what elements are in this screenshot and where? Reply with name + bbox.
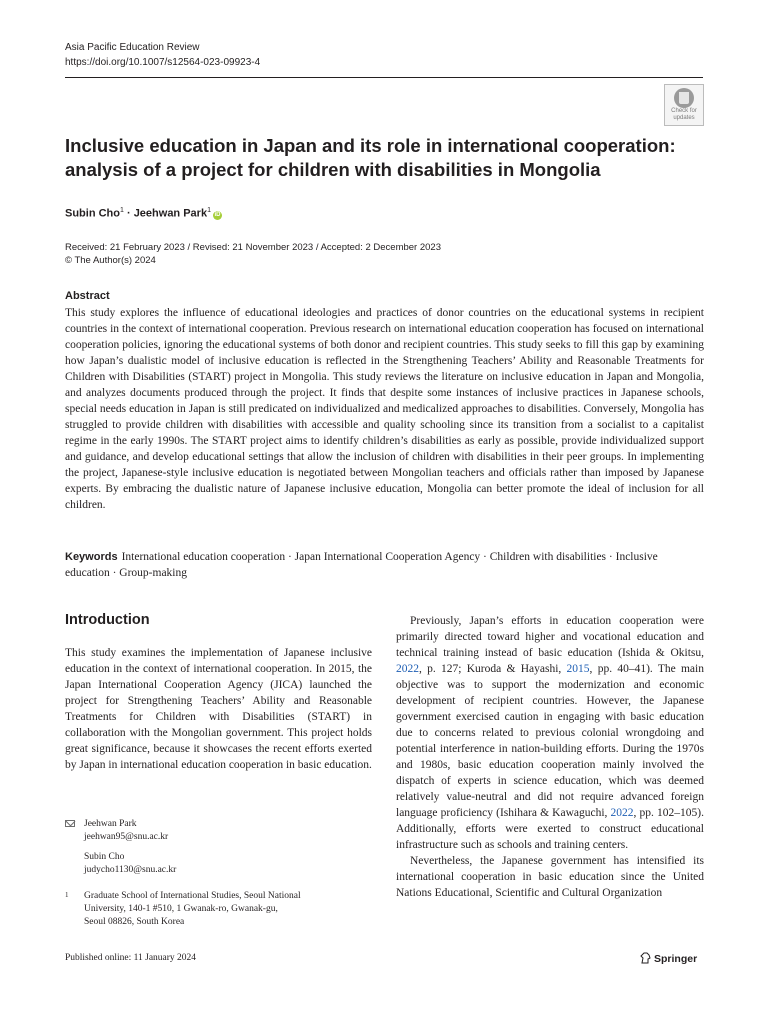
author-2-affiliation: 1 — [207, 207, 211, 214]
paper-title — [65, 134, 685, 182]
affiliation-line: Seoul 08826, South Korea — [84, 917, 185, 927]
citation-link[interactable]: 2022 — [610, 807, 634, 819]
text-run: , pp. 102–105). Additionally, efforts were exerted to construct educational infrastructure such as schools and training centers. — [396, 807, 704, 851]
intro-right-paragraph-2: Nevertheless, the Japanese government has intensified its international cooperation in basic education since the United Nations Educational, Scientific and Cultural Organization — [396, 855, 704, 899]
intro-right-column — [396, 613, 704, 901]
corresponding-author-email[interactable]: jeehwan95@snu.ac.kr — [84, 832, 169, 842]
bookmark-icon — [674, 88, 694, 108]
springer-logo[interactable] — [640, 952, 697, 965]
text-run: , p. 127; Kuroda & Hayashi, — [419, 663, 567, 675]
intro-left-paragraph: This study examines the implementation of Japanese inclusive education in the context of international cooperation. In 2015, the Japan International Cooperation Agency (JICA) launched the project for Strengthening Teachers’ Ability and Reasonable Treatments for Children with Disabilities (START) in collaboration with the Mongolian government. This project holds great significance, because it showcases the recent efforts exerted by Japan in international education cooperation in basic education. — [65, 647, 372, 771]
affiliation-line: Graduate School of International Studies, Seoul National — [84, 891, 301, 901]
title-line-2: analysis of a project for children with disabilities in Mongolia — [65, 159, 601, 180]
check-for-updates-line2: updates — [673, 115, 695, 121]
check-for-updates-badge[interactable] — [664, 84, 704, 126]
orcid-icon[interactable]: iD — [214, 211, 221, 218]
keywords — [65, 549, 704, 581]
introduction-heading: Introduction — [65, 612, 150, 628]
text-run: , pp. 40–41). The main objective was to support the modernization and economic development of recipient countries. However, the Japanese government exercised caution in engaging with basic education due to concerns related to previous colonial wrongdoing and potential interference in nation-building efforts. During the 1970s and 1980s, basic education cooperation mainly involved the dispatch of experts in science education, which was deemed relatively value-neutral and did not require advanced foreign language proficiency (Ishihara & Kawaguchi, — [396, 663, 704, 819]
envelope-icon — [65, 820, 75, 827]
history-dates: Received: 21 February 2023 / Revised: 21 November 2023 / Accepted: 2 December 2023 — [65, 242, 441, 253]
header-rule — [65, 77, 703, 78]
corresponding-author-name: Jeehwan Park — [84, 819, 137, 829]
coauthor-email[interactable]: judycho1130@snu.ac.kr — [84, 865, 177, 875]
published-online: Published online: 11 January 2024 — [65, 953, 197, 963]
affiliation-number: 1 — [65, 891, 69, 899]
doi-link[interactable]: https://doi.org/10.1007/s12564-023-09923-4 — [65, 57, 261, 68]
springer-horse-icon — [640, 952, 651, 964]
coauthor-name: Subin Cho — [84, 852, 125, 862]
author-list — [65, 203, 222, 222]
journal-header — [65, 40, 260, 70]
citation-link[interactable]: 2015 — [566, 663, 590, 675]
citation-link[interactable]: 2022 — [396, 663, 419, 675]
check-for-updates-line1: Check for — [671, 108, 697, 114]
text-run: Previously, Japan’s efforts in education cooperation were primarily directed toward higher and vocational education and technical training instead of basic education (Ishida & Okitsu, — [396, 615, 704, 659]
affiliation — [84, 890, 354, 929]
publisher-name: Springer — [654, 953, 698, 965]
author-1-affiliation: 1 — [120, 207, 124, 214]
article-history — [65, 241, 441, 267]
author-separator: · — [123, 207, 134, 220]
author-1[interactable]: Subin Cho — [65, 207, 120, 220]
title-line-1: Inclusive education in Japan and its role in international cooperation: — [65, 135, 676, 156]
journal-name: Asia Pacific Education Review — [65, 42, 200, 53]
keywords-text: International education cooperation · Japan International Cooperation Agency · Children with disabilities · Inclusive education · Group-making — [65, 551, 658, 579]
author-2[interactable]: Jeehwan Park — [133, 207, 208, 220]
abstract-heading: Abstract — [65, 290, 110, 302]
abstract-text: This study explores the influence of educational ideologies and practices of donor countries on the educational systems in recipient countries in the context of international cooperation. Previous research on international education cooperation has focused on international cooperation policies, ignoring the educational systems of both donor and recipient countries. This study seeks to fill this gap by examining how Japan’s dualistic model of inclusive education is reflected in the Strengthening Teachers’ Ability and Reasonable Treatments for Children with Disabilities (START) project in Mongolia. This study reviews the literature on inclusive education in Japan and Mongolia, and analyzes documents produced through the project. It finds that despite some instances of inclusive practices in Japanese schools, special needs education in Japan is still predicated on individualized and medicalized approaches to disabilities. Conversely, Mongolia has struggled to provide children with disabilities with accessible and quality schooling since its transition from a socialist to a capitalist regime in the early 1990s. The START project aims to identify children’s disabilities as early as possible, provide individualized support and guidance, and develop educational settings that allow the inclusion of children with disabilities in their peer groups. In implementing the project, Japanese-style inclusive education is negotiated between Mongolian teachers and officials rather than imposed by Japanese experts. By embracing the dualistic nature of Japanese inclusive education, Mongolia can better promote the ideal of inclusion for all children. — [65, 307, 704, 511]
affiliation-line: University, 140-1 #510, 1 Gwanak-ro, Gwanak-gu, — [84, 904, 278, 914]
intro-right-paragraph-1 — [396, 613, 704, 853]
keywords-label: Keywords — [65, 551, 118, 563]
copyright: © The Author(s) 2024 — [65, 255, 156, 266]
